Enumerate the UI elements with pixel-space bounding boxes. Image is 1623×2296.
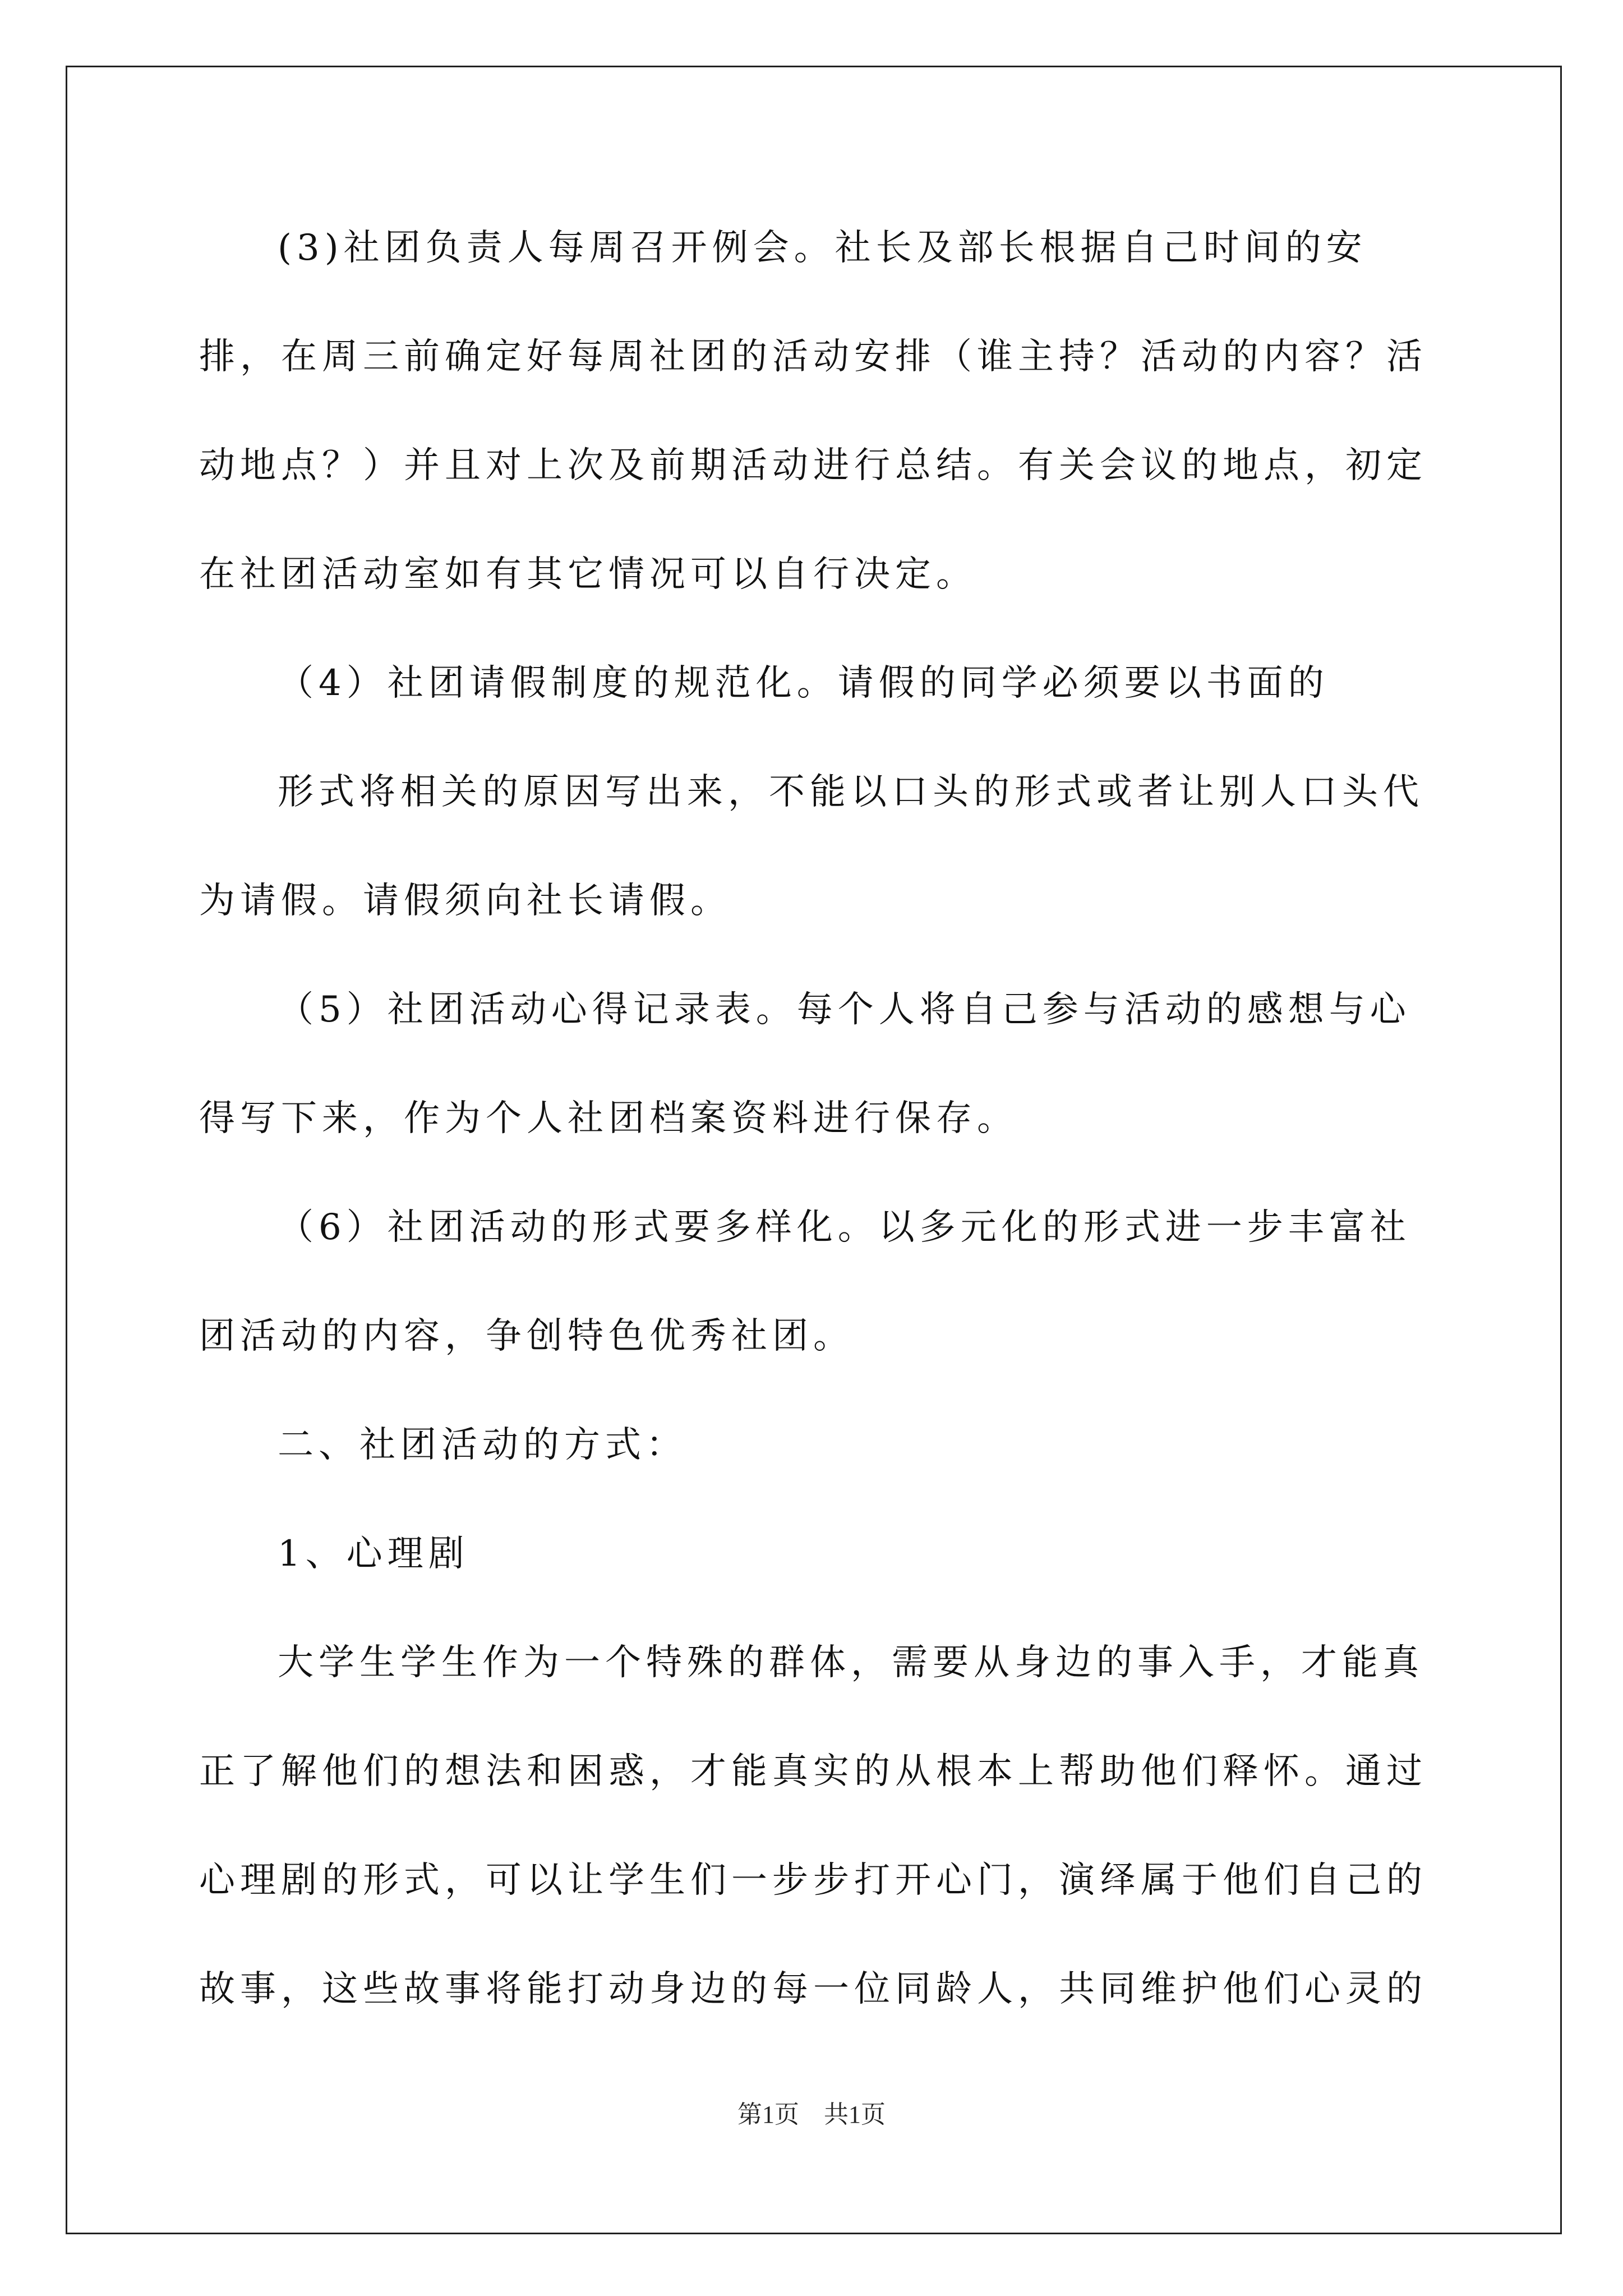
paragraph-psychodrama: 大学生学生作为一个特殊的群体，需要从身边的事入手，才能真正了解他们的想法和困惑，才能真实的从根本上帮助他们释怀。通过心理剧的形式，可以让学生们一步步打开心门，演绎属于他们自己的故事，这些故事将能打动身边的每一位同龄人，共同维护他们心灵的: [199, 1642, 1427, 2010]
paragraph-weekly-meeting: (3)社团负责人每周召开例会。社长及部长根据自己时间的安排，在周三前确定好每周社团的活动安排（谁主持？活动的内容？活动地点？）并且对上次及前期活动进行总结。有关会议的地点，初定在社团活动室如有其它情况可以自行决定。: [199, 227, 1427, 595]
paragraph-leave-form: 形式将相关的原因写出来，不能以口头的形式或者让别人口头代为请假。请假须向社长请假。: [199, 771, 1424, 922]
paragraph-activity-record: （5）社团活动心得记录表。每个人将自己参与活动的感想与心得写下来，作为个人社团档案资料进行保存。: [199, 989, 1411, 1139]
page-number: 第1页 共1页: [737, 2101, 886, 2128]
paragraph-activity-forms: （6）社团活动的形式要多样化。以多元化的形式进一步丰富社团活动的内容，争创特色优秀社团。: [199, 1207, 1411, 1357]
section-heading: 二、社团活动的方式：: [278, 1424, 687, 1466]
subheading-psychodrama: 1、心理剧: [278, 1533, 469, 1575]
paragraph-leave-rules: （4）社团请假制度的规范化。请假的同学必须要以书面的: [278, 662, 1329, 704]
